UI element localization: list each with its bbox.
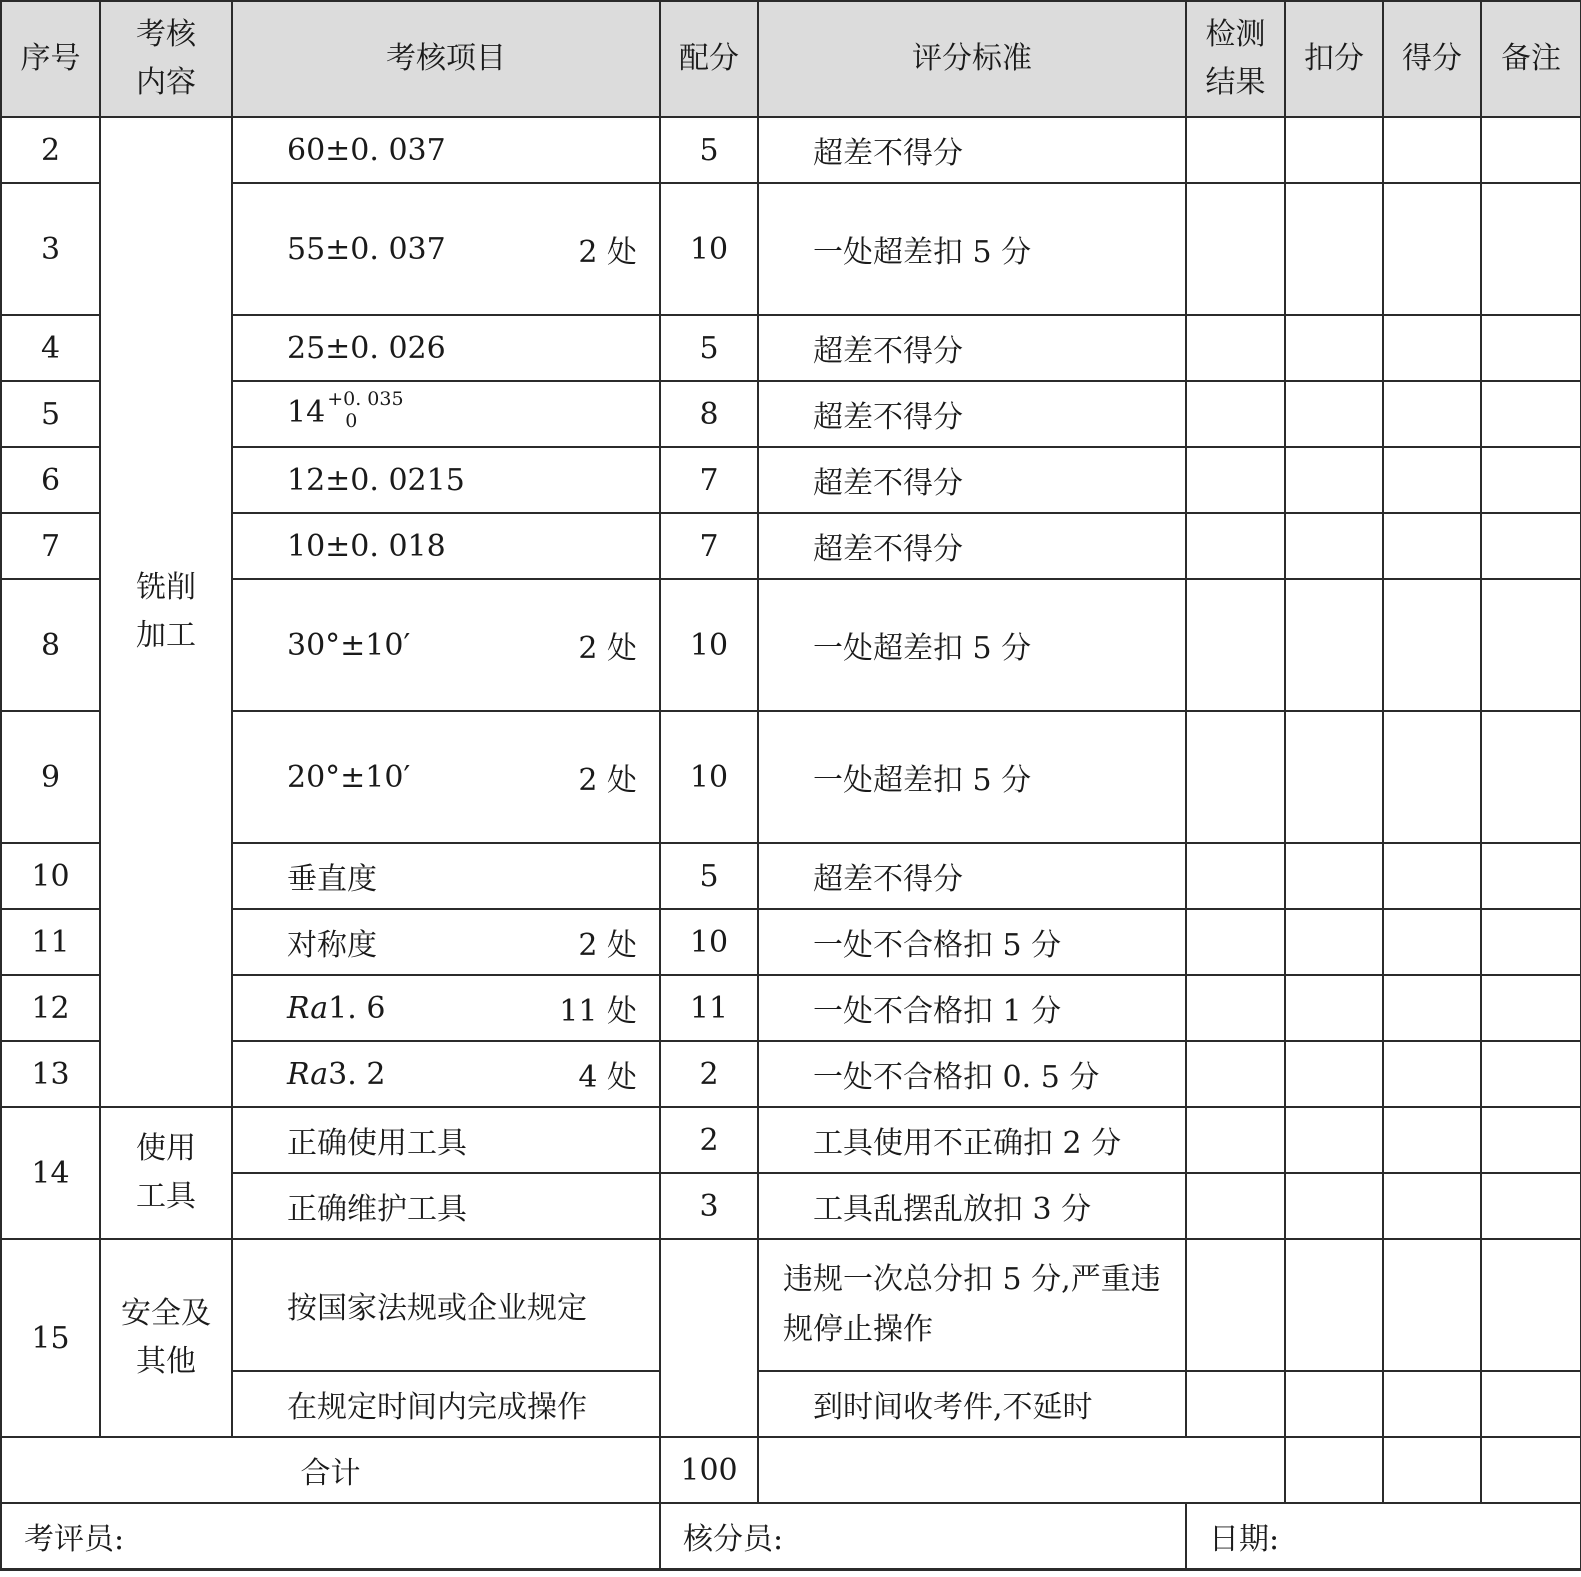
score-cell: 2	[660, 1041, 758, 1107]
scorer-field[interactable]: 核分员:	[660, 1503, 1186, 1569]
score-cell: 10	[660, 909, 758, 975]
item-cell: 按国家法规或企业规定	[232, 1239, 660, 1371]
get-cell[interactable]	[1383, 1239, 1481, 1371]
result-cell[interactable]	[1186, 1107, 1285, 1173]
remark-cell[interactable]	[1481, 975, 1581, 1041]
get-cell[interactable]	[1383, 117, 1481, 183]
item-cell: 正确维护工具	[232, 1173, 660, 1239]
total-get-cell[interactable]	[1383, 1437, 1481, 1503]
criteria-cell: 到时间收考件,不延时	[758, 1371, 1186, 1437]
get-cell[interactable]	[1383, 909, 1481, 975]
deduct-cell[interactable]	[1285, 381, 1383, 447]
get-cell[interactable]	[1383, 315, 1481, 381]
deduct-cell[interactable]	[1285, 843, 1383, 909]
result-cell[interactable]	[1186, 1041, 1285, 1107]
criteria-cell: 超差不得分	[758, 381, 1186, 447]
result-cell[interactable]	[1186, 1371, 1285, 1437]
table-row	[1, 1173, 1581, 1239]
remark-cell[interactable]	[1481, 1371, 1581, 1437]
result-cell[interactable]	[1186, 579, 1285, 711]
remark-cell[interactable]	[1481, 513, 1581, 579]
criteria-cell: 超差不得分	[758, 315, 1186, 381]
item-cell: 30°±10′ 2 处	[232, 579, 660, 711]
header-score: 配分	[660, 1, 758, 117]
get-cell[interactable]	[1383, 711, 1481, 843]
seq-cell: 2	[1, 117, 100, 183]
result-cell[interactable]	[1186, 381, 1285, 447]
item-cell: 垂直度	[232, 843, 660, 909]
criteria-cell: 一处超差扣 5 分	[758, 579, 1186, 711]
seq-cell: 7	[1, 513, 100, 579]
score-cell: 5	[660, 843, 758, 909]
deduct-cell[interactable]	[1285, 909, 1383, 975]
item-cell: 在规定时间内完成操作	[232, 1371, 660, 1437]
table-row	[1, 315, 1581, 381]
seq-cell: 12	[1, 975, 100, 1041]
remark-cell[interactable]	[1481, 447, 1581, 513]
remark-cell[interactable]	[1481, 381, 1581, 447]
criteria-cell: 工具乱摆乱放扣 3 分	[758, 1173, 1186, 1239]
criteria-cell: 超差不得分	[758, 117, 1186, 183]
result-cell[interactable]	[1186, 843, 1285, 909]
remark-cell[interactable]	[1481, 1041, 1581, 1107]
result-cell[interactable]	[1186, 1173, 1285, 1239]
deduct-cell[interactable]	[1285, 1239, 1383, 1371]
deduct-cell[interactable]	[1285, 447, 1383, 513]
remark-cell[interactable]	[1481, 1239, 1581, 1371]
criteria-cell: 违规一次总分扣 5 分,严重违规停止操作	[758, 1239, 1186, 1371]
deduct-cell[interactable]	[1285, 711, 1383, 843]
category-safety: 安全及其他	[100, 1239, 232, 1437]
criteria-cell: 一处超差扣 5 分	[758, 183, 1186, 315]
footer-row	[1, 1503, 1581, 1569]
table-row	[1, 1239, 1581, 1371]
header-item: 考核项目	[232, 1, 660, 117]
table-row	[1, 447, 1581, 513]
header-content: 考核内容	[100, 1, 232, 117]
table-row	[1, 1371, 1581, 1437]
seq-cell: 11	[1, 909, 100, 975]
deduct-cell[interactable]	[1285, 1173, 1383, 1239]
deduct-cell[interactable]	[1285, 117, 1383, 183]
criteria-cell: 一处不合格扣 0. 5 分	[758, 1041, 1186, 1107]
get-cell[interactable]	[1383, 1371, 1481, 1437]
result-cell[interactable]	[1186, 447, 1285, 513]
result-cell[interactable]	[1186, 183, 1285, 315]
table-row	[1, 975, 1581, 1041]
seq-cell: 9	[1, 711, 100, 843]
seq-cell: 6	[1, 447, 100, 513]
score-cell: 10	[660, 183, 758, 315]
date-field[interactable]: 日期:	[1186, 1503, 1581, 1569]
criteria-cell: 工具使用不正确扣 2 分	[758, 1107, 1186, 1173]
category-tools: 使用工具	[100, 1107, 232, 1239]
header-criteria: 评分标准	[758, 1, 1186, 117]
result-cell[interactable]	[1186, 117, 1285, 183]
header-get: 得分	[1383, 1, 1481, 117]
score-cell: 5	[660, 117, 758, 183]
score-cell: 10	[660, 711, 758, 843]
remark-cell[interactable]	[1481, 183, 1581, 315]
header-seq: 序号	[1, 1, 100, 117]
table-row	[1, 381, 1581, 447]
get-cell[interactable]	[1383, 183, 1481, 315]
total-row	[1, 1437, 1581, 1503]
seq-cell: 3	[1, 183, 100, 315]
score-cell: 7	[660, 447, 758, 513]
criteria-cell: 一处超差扣 5 分	[758, 711, 1186, 843]
remark-cell[interactable]	[1481, 1107, 1581, 1173]
table-row	[1, 711, 1581, 843]
table-row	[1, 183, 1581, 315]
get-cell[interactable]	[1383, 381, 1481, 447]
remark-cell[interactable]	[1481, 315, 1581, 381]
header-row	[1, 1, 1581, 117]
score-cell: 8	[660, 381, 758, 447]
table-row	[1, 843, 1581, 909]
examiner-field[interactable]: 考评员:	[1, 1503, 660, 1569]
header-result: 检测结果	[1186, 1, 1285, 117]
table-row	[1, 513, 1581, 579]
seq-cell: 10	[1, 843, 100, 909]
criteria-cell: 超差不得分	[758, 513, 1186, 579]
total-label: 合计	[1, 1437, 660, 1503]
get-cell[interactable]	[1383, 975, 1481, 1041]
item-cell: 20°±10′ 2 处	[232, 711, 660, 843]
result-cell[interactable]	[1186, 315, 1285, 381]
criteria-cell: 一处不合格扣 1 分	[758, 975, 1186, 1041]
criteria-cell: 超差不得分	[758, 843, 1186, 909]
item-cell: Ra3. 2 4 处	[232, 1041, 660, 1107]
item-cell: 25±0. 026	[232, 315, 660, 381]
remark-cell[interactable]	[1481, 909, 1581, 975]
seq-cell: 8	[1, 579, 100, 711]
remark-cell[interactable]	[1481, 579, 1581, 711]
total-criteria-cell	[758, 1437, 1285, 1503]
criteria-cell: 超差不得分	[758, 447, 1186, 513]
deduct-cell[interactable]	[1285, 1371, 1383, 1437]
item-cell: 12±0. 0215	[232, 447, 660, 513]
deduct-cell[interactable]	[1285, 1107, 1383, 1173]
remark-cell[interactable]	[1481, 843, 1581, 909]
deduct-cell[interactable]	[1285, 513, 1383, 579]
get-cell[interactable]	[1383, 843, 1481, 909]
table-row	[1, 1107, 1581, 1173]
table-row	[1, 909, 1581, 975]
deduct-cell[interactable]	[1285, 183, 1383, 315]
score-cell: 7	[660, 513, 758, 579]
score-cell: 2	[660, 1107, 758, 1173]
header-deduct: 扣分	[1285, 1, 1383, 117]
result-cell[interactable]	[1186, 513, 1285, 579]
total-score: 100	[660, 1437, 758, 1503]
category-milling: 铣削加工	[100, 117, 232, 1107]
criteria-cell: 一处不合格扣 5 分	[758, 909, 1186, 975]
get-cell[interactable]	[1383, 447, 1481, 513]
deduct-cell[interactable]	[1285, 1041, 1383, 1107]
get-cell[interactable]	[1383, 1041, 1481, 1107]
seq-cell: 5	[1, 381, 100, 447]
item-cell: 10±0. 018	[232, 513, 660, 579]
get-cell[interactable]	[1383, 1107, 1481, 1173]
header-remark: 备注	[1481, 1, 1581, 117]
result-cell[interactable]	[1186, 1239, 1285, 1371]
item-cell: 60±0. 037	[232, 117, 660, 183]
result-cell[interactable]	[1186, 975, 1285, 1041]
seq-cell: 14	[1, 1107, 100, 1239]
item-cell: 对称度 2 处	[232, 909, 660, 975]
tolerance-superscript: +0. 035 0	[327, 388, 404, 432]
get-cell[interactable]	[1383, 579, 1481, 711]
item-cell: 55±0. 037 2 处	[232, 183, 660, 315]
remark-cell[interactable]	[1481, 117, 1581, 183]
total-remark-cell[interactable]	[1481, 1437, 1581, 1503]
seq-cell: 4	[1, 315, 100, 381]
score-cell	[660, 1239, 758, 1437]
item-cell: 14 +0. 035 0	[232, 381, 660, 447]
table-row	[1, 579, 1581, 711]
item-cell: 正确使用工具	[232, 1107, 660, 1173]
score-cell: 10	[660, 579, 758, 711]
result-cell[interactable]	[1186, 909, 1285, 975]
result-cell[interactable]	[1186, 711, 1285, 843]
item-cell: Ra1. 6 11 处	[232, 975, 660, 1041]
table-row	[1, 1041, 1581, 1107]
remark-cell[interactable]	[1481, 1173, 1581, 1239]
deduct-cell[interactable]	[1285, 579, 1383, 711]
score-cell: 11	[660, 975, 758, 1041]
seq-cell: 15	[1, 1239, 100, 1437]
seq-cell: 13	[1, 1041, 100, 1107]
get-cell[interactable]	[1383, 513, 1481, 579]
remark-cell[interactable]	[1481, 711, 1581, 843]
score-cell: 3	[660, 1173, 758, 1239]
table-row	[1, 117, 1581, 183]
total-deduct-cell[interactable]	[1285, 1437, 1383, 1503]
get-cell[interactable]	[1383, 1173, 1481, 1239]
deduct-cell[interactable]	[1285, 975, 1383, 1041]
score-cell: 5	[660, 315, 758, 381]
deduct-cell[interactable]	[1285, 315, 1383, 381]
